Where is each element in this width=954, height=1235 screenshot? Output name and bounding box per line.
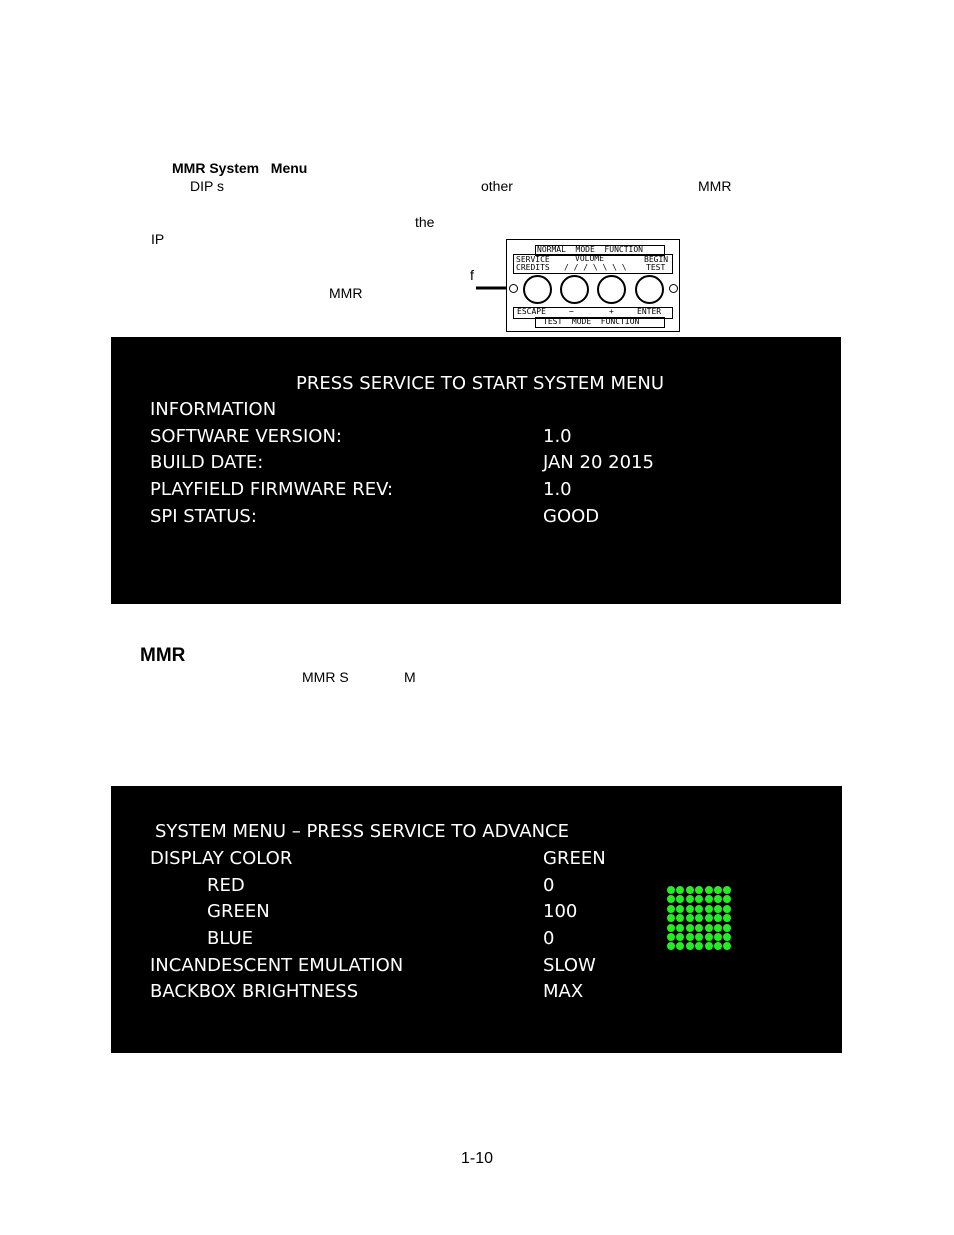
led-dot (723, 895, 731, 903)
volume-up-button[interactable] (597, 275, 626, 304)
led-dot (676, 924, 684, 932)
led-dot (667, 924, 675, 932)
led-dot (714, 924, 722, 932)
menu-row-value: 0 (543, 928, 555, 949)
text-fragment: DIP s (190, 178, 224, 194)
led-dot (705, 895, 713, 903)
led-dot (667, 942, 675, 950)
led-dot (676, 942, 684, 950)
led-dot (686, 895, 694, 903)
led-dot (714, 905, 722, 913)
screen-title: PRESS SERVICE TO START SYSTEM MENU (296, 373, 665, 394)
menu-row-value: GREEN (543, 848, 606, 869)
info-row-value: 1.0 (543, 426, 572, 447)
escape-label: ESCAPE (517, 307, 546, 316)
menu-row-label: DISPLAY COLOR (150, 848, 293, 869)
info-row-value: JAN 20 2015 (543, 452, 654, 473)
led-dot (705, 933, 713, 941)
led-dot (686, 942, 694, 950)
menu-row-value: SLOW (543, 955, 596, 976)
led-dot (686, 886, 694, 894)
screen-section-label: INFORMATION (150, 399, 277, 420)
led-dot (723, 942, 731, 950)
menu-row-label: BACKBOX BRIGHTNESS (150, 981, 359, 1002)
section-heading: MMR (140, 645, 186, 666)
led-dot (714, 886, 722, 894)
led-dot (714, 933, 722, 941)
volume-label: VOLUME (575, 254, 604, 263)
begin-label: BEGIN (644, 255, 669, 264)
led-dot (723, 914, 731, 922)
led-dot (723, 886, 731, 894)
info-row-label: SPI STATUS: (150, 506, 257, 527)
led-dot (695, 942, 703, 950)
enter-label: ENTER (637, 307, 662, 316)
led-dot (667, 886, 675, 894)
led-dot (705, 924, 713, 932)
led-dot (686, 914, 694, 922)
panel-bottom-label: TEST MODE FUNCTION (543, 317, 640, 326)
text-fragment: other (481, 178, 513, 194)
menu-row-value: 0 (543, 875, 555, 896)
text-fragment: M (404, 669, 416, 685)
screw-icon (669, 284, 678, 293)
info-row-label: SOFTWARE VERSION: (150, 426, 342, 447)
info-row-value: 1.0 (543, 479, 572, 500)
led-color-preview (667, 886, 735, 954)
led-dot (723, 924, 731, 932)
led-dot (695, 933, 703, 941)
led-dot (676, 895, 684, 903)
minus-label: − (569, 307, 574, 316)
screw-icon (509, 284, 518, 293)
text-fragment: f (470, 267, 474, 283)
text-fragment: the (415, 214, 435, 230)
led-dot (686, 933, 694, 941)
info-row-label: BUILD DATE: (150, 452, 264, 473)
text-fragment: IP (151, 231, 165, 247)
page-number: 1-10 (460, 1150, 494, 1167)
screen-title: SYSTEM MENU – PRESS SERVICE TO ADVANCE (155, 821, 569, 842)
led-dot (714, 942, 722, 950)
led-dot (676, 914, 684, 922)
menu-row-value: MAX (543, 981, 584, 1002)
led-dot (676, 905, 684, 913)
text-fragment: MMR (698, 178, 732, 194)
service-button-panel (506, 239, 680, 332)
info-row-value: GOOD (543, 506, 600, 527)
menu-row-label: INCANDESCENT EMULATION (150, 955, 404, 976)
menu-row-label: GREEN (207, 901, 270, 922)
menu-row-label: RED (207, 875, 245, 896)
credits-label: CREDITS (516, 263, 550, 272)
led-dot (695, 924, 703, 932)
led-dot (695, 914, 703, 922)
menu-row-label: BLUE (207, 928, 254, 949)
led-dot (667, 905, 675, 913)
led-dot (695, 905, 703, 913)
led-dot (676, 933, 684, 941)
led-dot (714, 895, 722, 903)
led-dot (667, 914, 675, 922)
volume-down-button[interactable] (560, 275, 589, 304)
led-dot (723, 905, 731, 913)
text-fragment: MMR S (302, 669, 349, 685)
panel-top-label: NORMAL MODE FUNCTION (537, 245, 643, 254)
led-dot (695, 886, 703, 894)
text-fragment: MMR (329, 285, 363, 301)
info-row-label: PLAYFIELD FIRMWARE REV: (150, 479, 394, 500)
volume-ticks: / / / \ \ \ \ (564, 263, 627, 272)
section-heading: MMR System Menu (172, 160, 308, 176)
menu-row-value: 100 (543, 901, 578, 922)
test-label: TEST (646, 263, 666, 272)
service-label: SERVICE (516, 255, 550, 264)
led-dot (676, 886, 684, 894)
led-dot (714, 914, 722, 922)
led-dot (705, 942, 713, 950)
led-dot (705, 886, 713, 894)
led-dot (705, 914, 713, 922)
plus-label: + (609, 307, 614, 316)
led-dot (695, 895, 703, 903)
begin-test-button[interactable] (635, 275, 664, 304)
service-button[interactable] (523, 275, 552, 304)
led-dot (686, 905, 694, 913)
info-screen (111, 337, 841, 604)
led-dot (667, 895, 675, 903)
led-dot (723, 933, 731, 941)
led-dot (686, 924, 694, 932)
led-dot (705, 905, 713, 913)
led-dot (667, 933, 675, 941)
